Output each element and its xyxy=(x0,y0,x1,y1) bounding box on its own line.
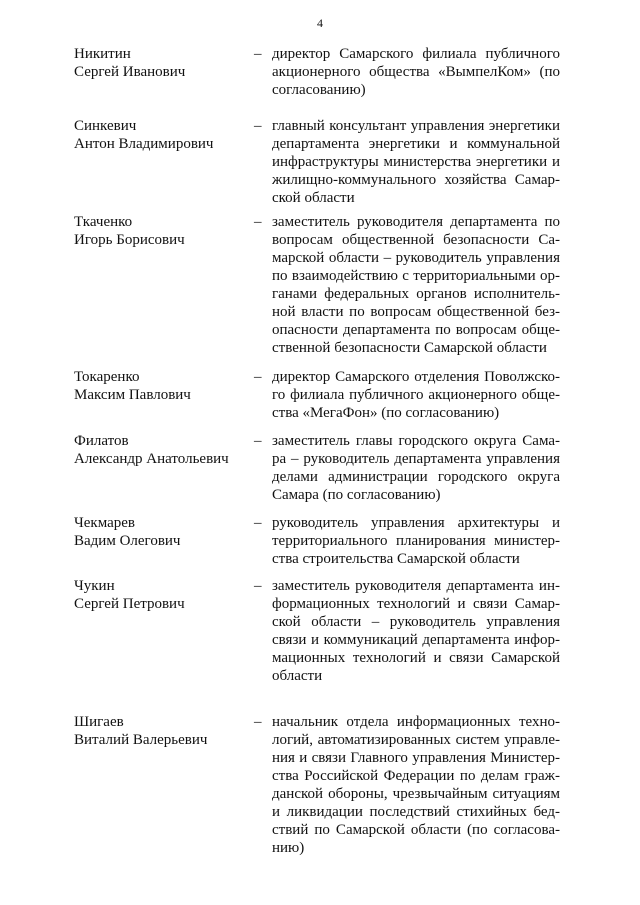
member-surname: Никитин xyxy=(74,46,131,62)
member-given-names: Сергей Петрович xyxy=(74,596,185,612)
member-name xyxy=(74,368,254,404)
member-position: директор Самарского филиала публичного акционерного общества «ВымпелКом» (по согласованию) xyxy=(272,46,560,98)
member-surname: Ткаченко xyxy=(74,214,133,230)
member-position: директор Самарского отделения Поволжского филиала публичного акционерного общества «МегаФон» (по согласованию) xyxy=(272,369,560,421)
member-given-names: Вадим Олегович xyxy=(74,533,181,549)
dash-separator: – xyxy=(254,714,262,730)
member-surname: Шигаев xyxy=(74,714,124,730)
member-position: начальник отдела информационных технологий, автоматизированных систем управления и связи Главного управления Министерства Российской Федерации по делам гражданской обороны, чрезвычайным ситуациям и ликвидации последствий стихийных бедствий по Самарской области (по согласованию) xyxy=(272,714,560,856)
member-name xyxy=(74,45,254,81)
member-given-names: Игорь Борисович xyxy=(74,232,185,248)
member-position: заместитель главы городского округа Самара – руководитель департамента управления делами администрации городского округа Самара (по согласованию) xyxy=(272,433,560,503)
member-name xyxy=(74,432,254,468)
dash-separator: – xyxy=(254,515,262,531)
member-name xyxy=(74,117,254,153)
page-number: 4 xyxy=(317,16,323,30)
member-given-names: Александр Анатольевич xyxy=(74,451,229,467)
member-position: главный консультант управления энергетики департамента энергетики и коммунальной инфраструктуры министерства энергетики и жилищно-коммунального хозяйства Самарской области xyxy=(272,118,560,206)
member-name xyxy=(74,514,254,550)
member-position: заместитель руководителя департамента информационных технологий и связи Самарской области – руководитель управления связи и коммуникаций департамента информационных технологий и связи Самарской области xyxy=(272,578,560,684)
member-position: руководитель управления архитектуры и территориального планирования министерства строительства Самарской области xyxy=(272,515,560,567)
member-surname: Филатов xyxy=(74,433,129,449)
member-given-names: Виталий Валерьевич xyxy=(74,732,208,748)
member-name xyxy=(74,577,254,613)
member-given-names: Сергей Иванович xyxy=(74,64,186,80)
dash-separator: – xyxy=(254,118,262,134)
member-position: заместитель руководителя департамента по вопросам общественной безопасности Самарской области – руководитель управления по взаимодействию с территориальными органами федеральных органов исполнительной власти по вопросам общественной безопасности департамента по вопросам общественной безопасности Самарской области xyxy=(272,214,560,356)
member-surname: Чекмарев xyxy=(74,515,135,531)
member-given-names: Максим Павлович xyxy=(74,387,191,403)
member-name xyxy=(74,713,254,749)
member-surname: Чукин xyxy=(74,578,115,594)
dash-separator: – xyxy=(254,46,262,62)
dash-separator: – xyxy=(254,214,262,230)
member-surname: Токаренко xyxy=(74,369,140,385)
member-name xyxy=(74,213,254,249)
dash-separator: – xyxy=(254,433,262,449)
dash-separator: – xyxy=(254,578,262,594)
dash-separator: – xyxy=(254,369,262,385)
member-surname: Синкевич xyxy=(74,118,137,134)
member-given-names: Антон Владимирович xyxy=(74,136,214,152)
